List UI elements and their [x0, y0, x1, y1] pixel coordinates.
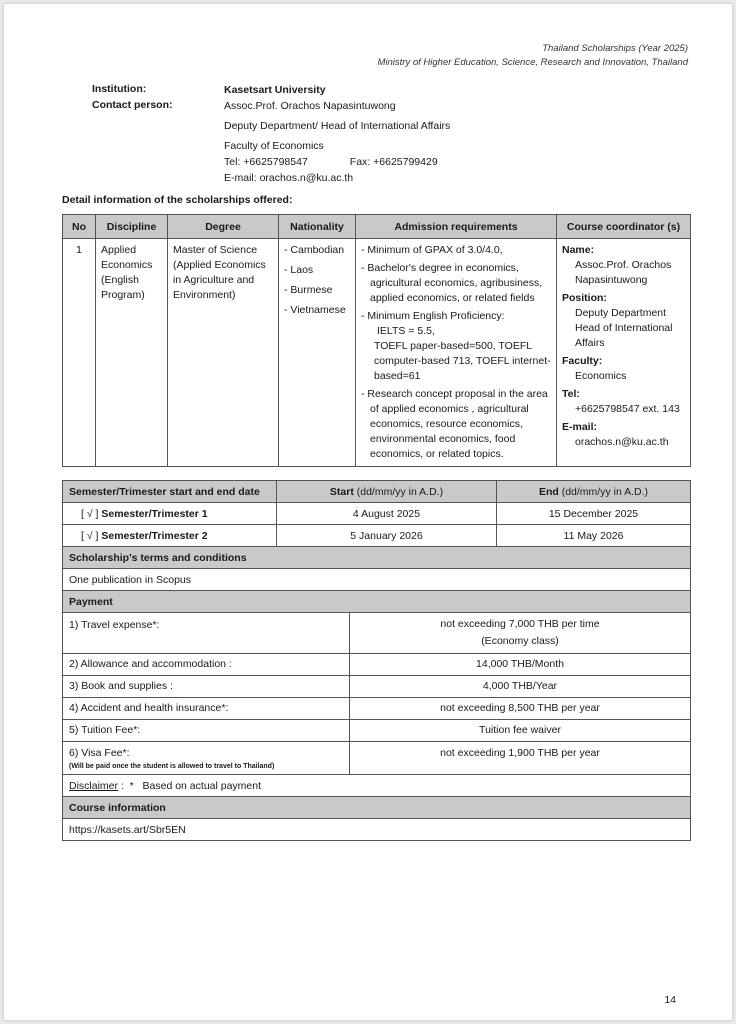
- requirement-english: - Minimum English Proficiency:: [361, 310, 505, 322]
- nationality-item: - Vietnamese: [284, 304, 346, 316]
- semester-header-row: [63, 481, 691, 503]
- payment-travel-value-2: (Economy class): [481, 635, 559, 647]
- course-info-url: https://kasets.art/Sbr5EN: [63, 819, 691, 841]
- requirement-toefl: TOEFL paper-based=500, TOEFL computer-based 713, TOEFL internet-based=61: [374, 340, 551, 382]
- terms-title: Scholarship's terms and conditions: [63, 547, 691, 569]
- nationality-item: - Cambodian: [284, 244, 345, 256]
- contact-label: Contact person:: [92, 99, 173, 111]
- semester-1-end: 15 December 2025: [497, 503, 691, 525]
- contact-name: Assoc.Prof. Orachos Napasintuwong: [224, 100, 396, 112]
- degree-line: (Applied Economics: [173, 259, 266, 271]
- requirement-gpax: - Minimum of GPAX of 3.0/4.0,: [361, 244, 503, 256]
- semester-1-label-cell: [63, 503, 277, 525]
- discipline-line: (English: [101, 274, 139, 286]
- header-line-1: Thailand Scholarships (Year 2025): [542, 43, 688, 54]
- coord-tel: +6625798547 ext. 143: [575, 403, 680, 415]
- semester-2-label-cell: [63, 525, 277, 547]
- payment-visa-label-cell: [63, 742, 350, 775]
- payment-insurance-value: not exceeding 8,500 THB per year: [350, 698, 691, 720]
- semester-row: [63, 503, 691, 525]
- semester-1-start: 4 August 2025: [277, 503, 497, 525]
- payment-insurance-label: 4) Accident and health insurance*:: [63, 698, 350, 720]
- payment-tuition-value: Tuition fee waiver: [350, 720, 691, 742]
- coord-name: Assoc.Prof. Orachos Napasintuwong: [575, 259, 672, 286]
- nationality-item: - Burmese: [284, 284, 333, 296]
- scholarship-table: [62, 214, 691, 467]
- table-row: [63, 239, 691, 467]
- col-header-admission: Admission requirements: [356, 215, 557, 239]
- col-header-degree: Degree: [168, 215, 279, 239]
- cell-nationality: [279, 239, 356, 467]
- terms-header-row: [63, 547, 691, 569]
- payment-book-label: 3) Book and supplies :: [63, 676, 350, 698]
- cell-coordinator: [557, 239, 691, 467]
- payment-row: [63, 613, 691, 654]
- institution-value: Kasetsart University: [224, 84, 326, 96]
- course-info-title: Course information: [63, 797, 691, 819]
- terms-value: One publication in Scopus: [63, 569, 691, 591]
- payment-travel-label: 1) Travel expense*:: [63, 613, 350, 654]
- nationality-item: - Laos: [284, 264, 314, 276]
- payment-travel-value-cell: [350, 613, 691, 654]
- col-header-no: No: [63, 215, 96, 239]
- header-line-2: Ministry of Higher Education, Science, Research and Innovation, Thailand: [377, 57, 688, 68]
- disclaimer-cell: [63, 775, 691, 797]
- semester-2-start: 5 January 2026: [277, 525, 497, 547]
- discipline-line: Applied: [101, 244, 137, 256]
- cell-no: 1: [63, 239, 96, 467]
- document-header: [377, 42, 688, 70]
- end-label: End: [538, 485, 559, 498]
- payment-visa-label: 6) Visa Fee*:: [69, 747, 130, 759]
- document-page: [4, 4, 732, 1020]
- col-header-nationality: Nationality: [279, 215, 356, 239]
- payment-header-row: [63, 591, 691, 613]
- degree-line: Master of Science: [173, 244, 258, 256]
- coord-position: Deputy Department Head of International Affairs: [575, 307, 673, 349]
- coord-faculty-label: Faculty:: [562, 355, 603, 367]
- requirement-ielts: IELTS = 5.5,: [377, 325, 435, 337]
- end-hint: (dd/mm/yy in A.D.): [561, 485, 649, 498]
- discipline-line: Economics: [101, 259, 153, 271]
- payment-visa-value: not exceeding 1,900 THB per year: [350, 742, 691, 775]
- course-info-row: [63, 819, 691, 841]
- coord-tel-label: Tel:: [562, 388, 580, 400]
- discipline-line: Program): [101, 289, 145, 301]
- course-info-header-row: [63, 797, 691, 819]
- contact-email: E-mail: orachos.n@ku.ac.th: [224, 172, 354, 184]
- semester-row: [63, 525, 691, 547]
- cell-degree: [168, 239, 279, 467]
- payment-visa-note: (Will be paid once the student is allowed to travel to Thailand): [69, 763, 275, 770]
- page-number: 14: [664, 994, 676, 1006]
- coord-email: orachos.n@ku.ac.th: [575, 436, 669, 448]
- disclaimer-row: [63, 775, 691, 797]
- disclaimer-text: : * Based on actual payment: [118, 779, 262, 792]
- disclaimer-label: Disclaimer: [69, 779, 119, 792]
- semester-end-header: [497, 481, 691, 503]
- terms-row: [63, 569, 691, 591]
- requirement-bachelor: - Bachelor's degree in economics, agricultural economics, agribusiness, applied economics, or related fields: [361, 262, 543, 304]
- payment-allowance-value: 14,000 THB/Month: [350, 654, 691, 676]
- semester-title: Semester/Trimester start and end date: [63, 481, 277, 503]
- payment-row: [63, 742, 691, 775]
- institution-label: Institution:: [92, 83, 147, 95]
- coord-name-label: Name:: [562, 244, 595, 256]
- contact-tel: Tel: +6625798547: [224, 156, 308, 168]
- cell-admission: [356, 239, 557, 467]
- semester-start-header: [277, 481, 497, 503]
- semester-1-check: [ √ ]: [81, 507, 99, 520]
- col-header-discipline: Discipline: [96, 215, 168, 239]
- institution-info: [92, 82, 450, 186]
- detail-title: Detail information of the scholarships offered:: [62, 194, 293, 206]
- contact-position: Deputy Department/ Head of International Affairs: [224, 120, 451, 132]
- semester-2-end: 11 May 2026: [497, 525, 691, 547]
- details-table: [62, 480, 691, 841]
- payment-title: Payment: [63, 591, 691, 613]
- semester-2-check: [ √ ]: [81, 529, 99, 542]
- coord-faculty: Economics: [575, 370, 627, 382]
- payment-row: [63, 698, 691, 720]
- col-header-coordinator: Course coordinator (s): [557, 215, 691, 239]
- coord-email-label: E-mail:: [562, 421, 598, 433]
- semester-2-label: Semester/Trimester 2: [101, 529, 208, 542]
- cell-discipline: [96, 239, 168, 467]
- degree-line: in Agriculture and: [173, 274, 255, 286]
- contact-fax: Fax: +6625799429: [349, 156, 438, 168]
- contact-faculty: Faculty of Economics: [224, 140, 324, 152]
- coord-position-label: Position:: [562, 292, 607, 304]
- payment-travel-value: not exceeding 7,000 THB per time: [440, 618, 600, 630]
- payment-row: [63, 654, 691, 676]
- payment-row: [63, 676, 691, 698]
- payment-tuition-label: 5) Tuition Fee*:: [63, 720, 350, 742]
- degree-line: Environment): [173, 289, 236, 301]
- payment-book-value: 4,000 THB/Year: [350, 676, 691, 698]
- start-label: Start: [329, 485, 354, 498]
- table-header-row: [63, 215, 691, 239]
- requirement-research: - Research concept proposal in the area of applied economics , agricultural economics, resource economics, environmental economics, food economics, or related topics.: [361, 388, 548, 460]
- payment-allowance-label: 2) Allowance and accommodation :: [63, 654, 350, 676]
- start-hint: (dd/mm/yy in A.D.): [356, 485, 444, 498]
- semester-1-label: Semester/Trimester 1: [101, 507, 208, 520]
- payment-row: [63, 720, 691, 742]
